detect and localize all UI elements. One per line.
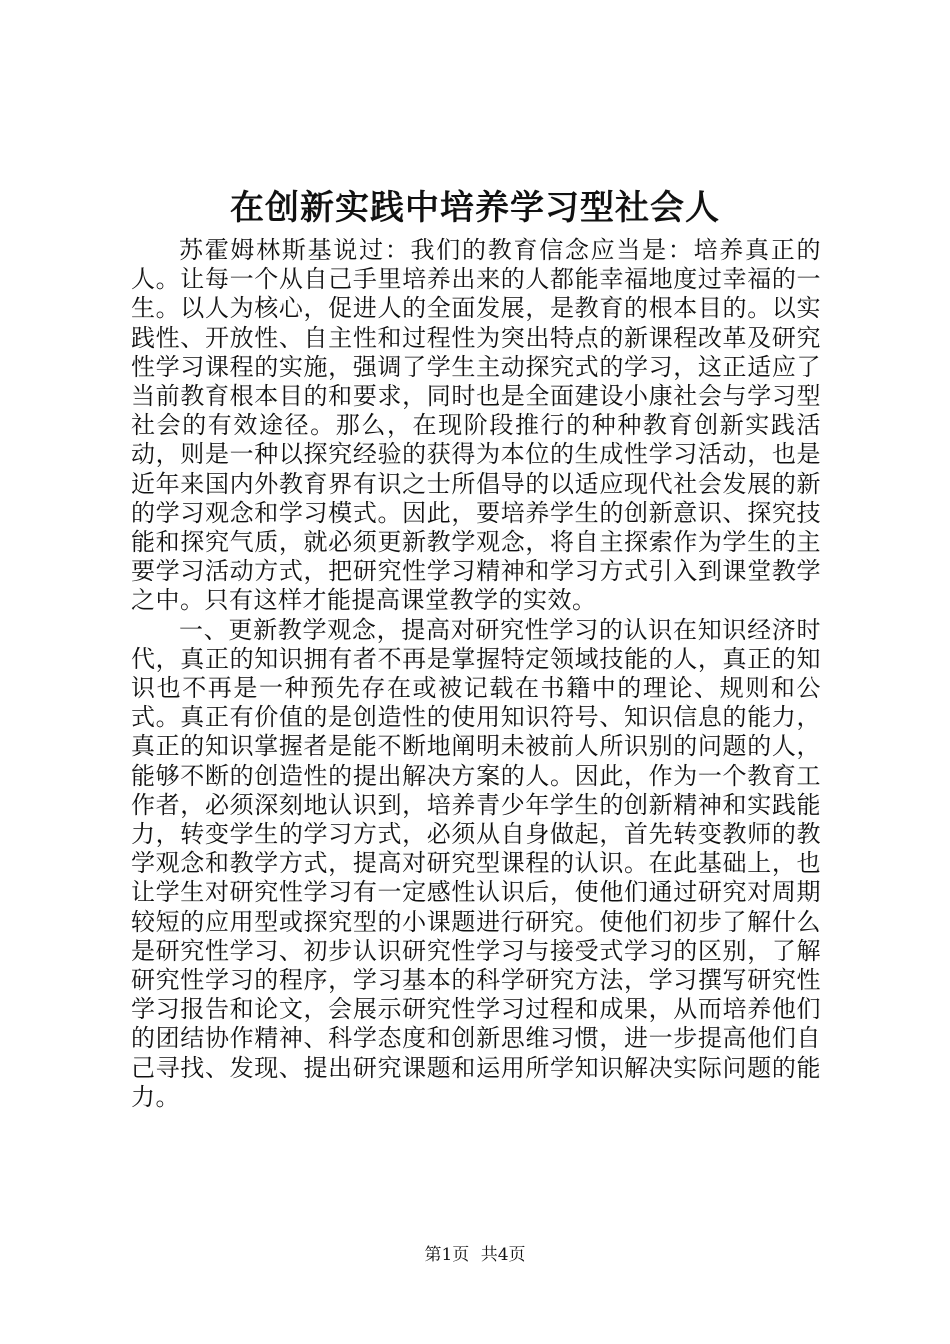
paragraph-intro: 苏霍姆林斯基说过：我们的教育信念应当是：培养真正的人。让每一个从自己手里培养出来的人都能幸福地度过幸福的一生。以人为核心，促进人的全面发展，是教育的根本目的。以实践性、开放性、自主性和过程性为突出特点的新课程改革及研究性学习课程的实施，强调了学生主动探究式的学习，这正适应了当前教育根本目的和要求，同时也是全面建设小康社会与学习型社会的有效途径。那么，在现阶段推行的种种教育创新实践活动，则是一种以探究经验的获得为本位的生成性学习活动，也是近年来国内外教育界有识之士所倡导的以适应现代社会发展的新的学习观念和学习模式。因此，要培养学生的创新意识、探究技能和探究气质，就必须更新教学观念，将自主探索作为学生的主要学习活动方式，把研究性学习精神和学习方式引入到课堂教学之中。只有这样才能提高课堂教学的实效。: [131, 236, 821, 615]
document-body: [131, 236, 821, 1112]
page-number-current: 第1页: [424, 1245, 470, 1265]
page-footer: [0, 1244, 950, 1266]
paragraph-section-1: 一、更新教学观念，提高对研究性学习的认识在知识经济时代，真正的知识拥有者不再是掌握特定领域技能的人，真正的知识也不再是一种预先存在或被记载在书籍中的理论、规则和公式。真正有价值的是创造性的使用知识符号、知识信息的能力，真正的知识掌握者是能不断地阐明未被前人所识别的问题的人，能够不断的创造性的提出解决方案的人。因此，作为一个教育工作者，必须深刻地认识到，培养青少年学生的创新精神和实践能力，转变学生的学习方式，必须从自身做起，首先转变教师的教学观念和教学方式，提高对研究型课程的认识。在此基础上，也让学生对研究性学习有一定感性认识后，使他们通过研究对周期较短的应用型或探究型的小课题进行研究。使他们初步了解什么是研究性学习、初步认识研究性学习与接受式学习的区别，了解研究性学习的程序，学习基本的科学研究方法，学习撰写研究性学习报告和论文，会展示研究性学习过程和成果，从而培养他们的团结协作精神、科学态度和创新思维习惯，进一步提高他们自己寻找、发现、提出研究课题和运用所学知识解决实际问题的能力。: [131, 615, 821, 1111]
document-title: 在创新实践中培养学习型社会人: [230, 188, 720, 228]
page-number-total: 共4页: [480, 1245, 526, 1265]
